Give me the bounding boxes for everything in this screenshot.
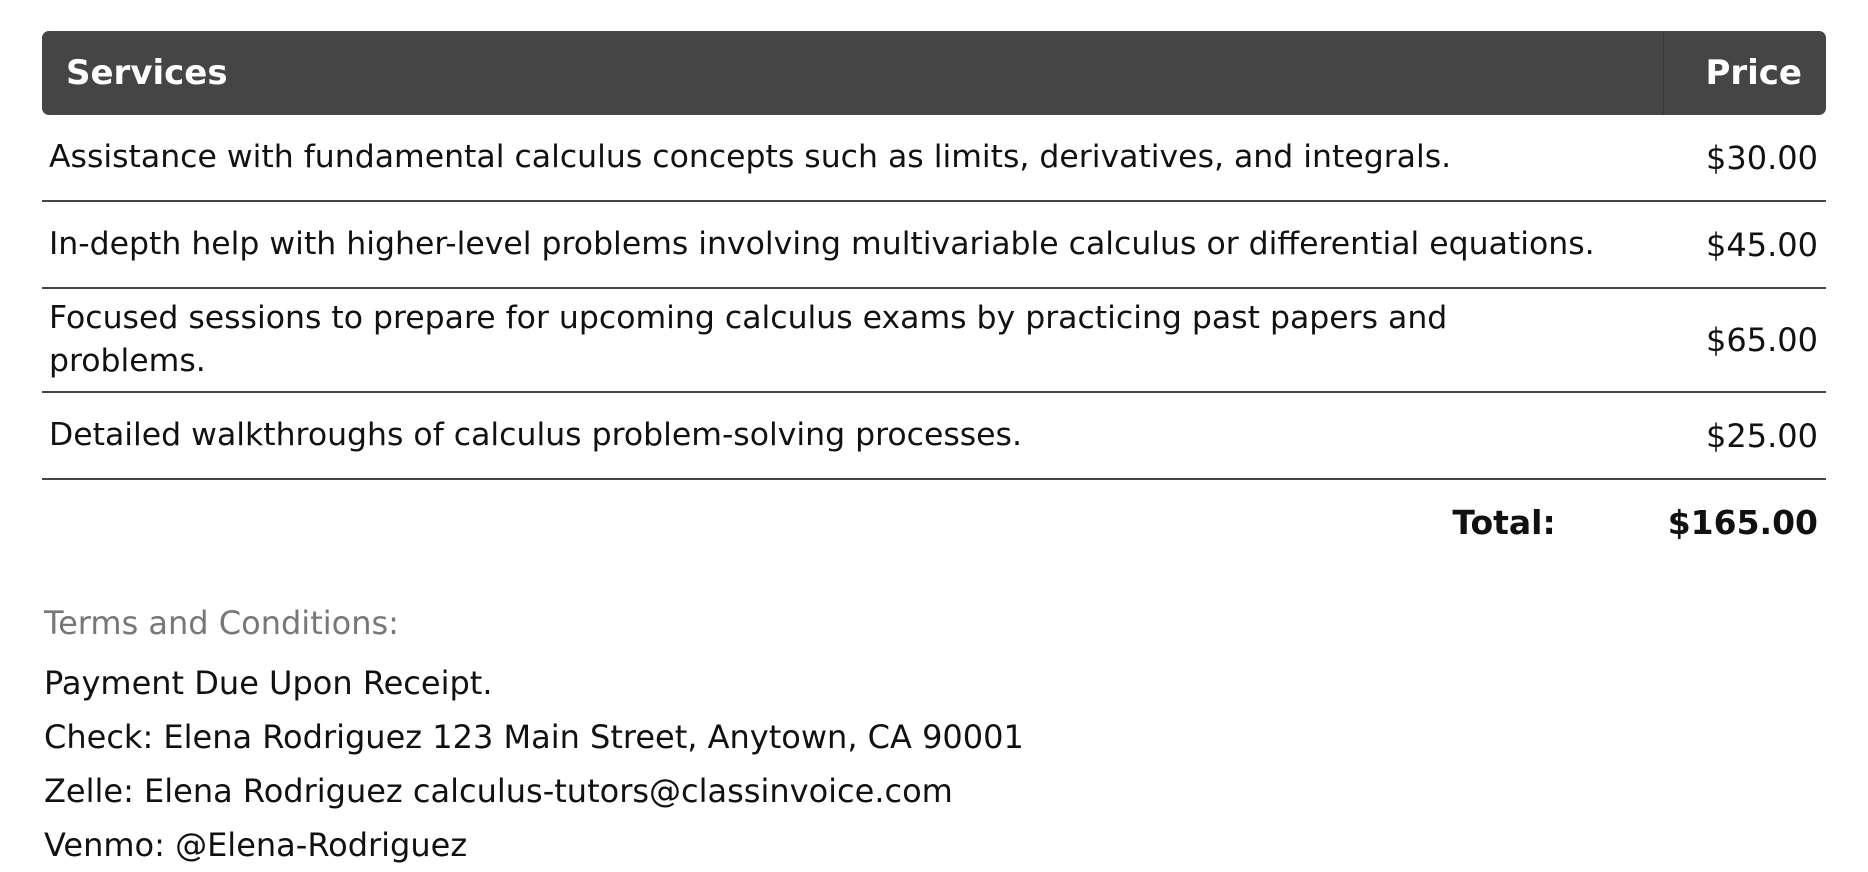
terms-heading: Terms and Conditions:: [44, 604, 399, 642]
service-description: Focused sessions to prepare for upcoming calculus exams by practicing past papers and problems.: [49, 300, 1448, 379]
total-value: $165.00: [1667, 502, 1818, 542]
price-column-header: Price: [1663, 31, 1826, 115]
total-label: Total:: [1452, 502, 1556, 542]
table-row: [42, 202, 1826, 289]
service-price: $30.00: [1706, 138, 1818, 177]
table-row: [42, 115, 1826, 202]
payment-terms-line: Payment Due Upon Receipt.: [44, 664, 493, 702]
service-price: $25.00: [1706, 416, 1818, 455]
venmo-payment-line: Venmo: @Elena-Rodriguez: [44, 826, 468, 864]
service-description: Detailed walkthroughs of calculus problem-solving processes.: [49, 417, 1022, 453]
check-payment-line: Check: Elena Rodriguez 123 Main Street, Anytown, CA 90001: [44, 718, 1024, 756]
service-description: Assistance with fundamental calculus concepts such as limits, derivatives, and integrals.: [49, 139, 1452, 175]
table-header: [42, 31, 1826, 115]
table-row: [42, 393, 1826, 480]
total-row: [42, 480, 1826, 564]
service-price: $45.00: [1706, 225, 1818, 264]
services-table: [42, 31, 1826, 564]
terms-section: [44, 600, 1024, 872]
table-row: [42, 289, 1826, 393]
zelle-payment-line: Zelle: Elena Rodriguez calculus-tutors@classinvoice.com: [44, 772, 953, 810]
service-price: $65.00: [1706, 321, 1818, 359]
services-column-header: Services: [66, 53, 228, 93]
service-description: In-depth help with higher-level problems involving multivariable calculus or differential equations.: [49, 226, 1595, 262]
